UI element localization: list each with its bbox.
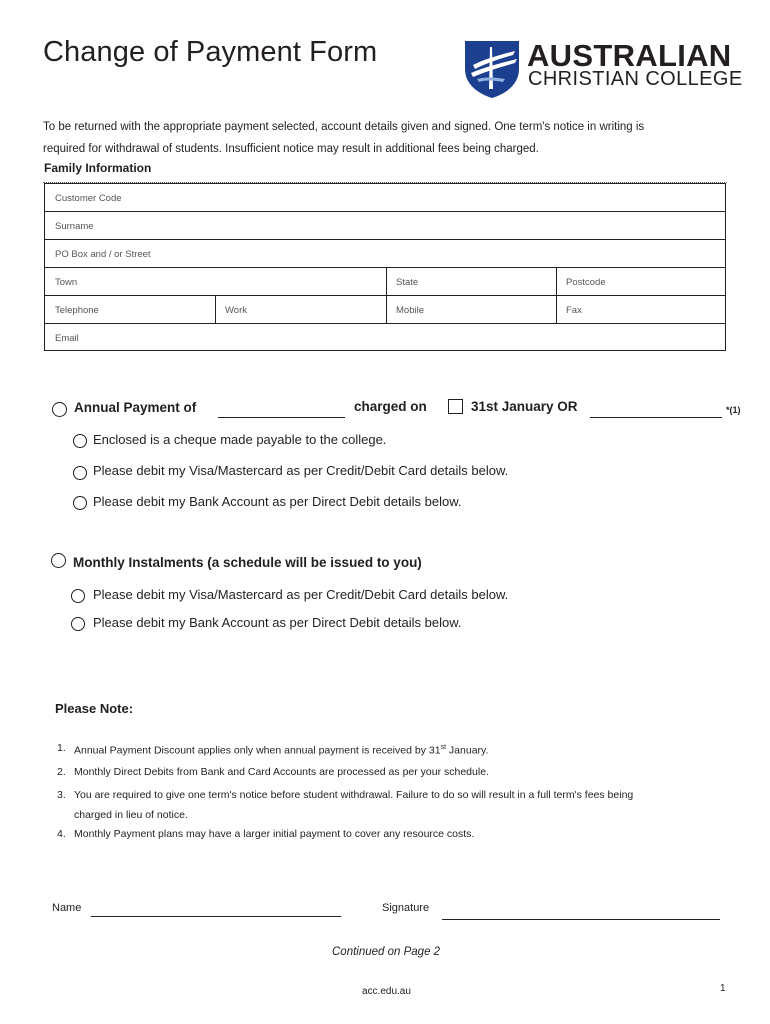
annual-payment-label: Annual Payment of — [74, 400, 197, 415]
name-label: Name — [52, 902, 82, 914]
college-shield-logo-icon — [463, 39, 521, 99]
logo-line2: CHRISTIAN COLLEGE — [528, 68, 743, 90]
please-note-heading: Please Note: — [55, 701, 134, 716]
work-field[interactable]: Work — [225, 305, 247, 316]
note-text-line: You are required to give one term's notice before student withdrawal. Failure to do so will result in a full term's fees being — [74, 789, 634, 801]
cheque-option-label: Enclosed is a cheque made payable to the college. — [93, 432, 387, 447]
intro-line-1: To be returned with the appropriate payment selected, account details given and signed. One term's notice in writing is — [43, 121, 645, 133]
note-text — [74, 785, 694, 825]
row-surname — [45, 212, 725, 240]
continued-note: Continued on Page 2 — [332, 946, 441, 958]
note-text-line: charged in lieu of notice. — [74, 809, 188, 821]
note-text: Monthly Direct Debits from Bank and Card Accounts are processed as per your schedule. — [74, 766, 489, 778]
surname-field[interactable]: Surname — [55, 221, 94, 232]
row-address — [45, 240, 725, 268]
row-town — [45, 268, 725, 296]
monthly-instalments-radio[interactable] — [51, 553, 66, 568]
annual-card-radio[interactable] — [73, 466, 87, 480]
monthly-instalments-label: Monthly Instalments (a schedule will be issued to you) — [73, 555, 422, 570]
january-checkbox[interactable] — [448, 399, 463, 414]
note-item-2 — [57, 762, 697, 782]
note-item-4 — [57, 824, 697, 844]
family-information-table — [44, 183, 726, 351]
town-field[interactable]: Town — [55, 277, 78, 288]
annual-payment-radio[interactable] — [52, 402, 67, 417]
note-text — [74, 738, 674, 761]
annual-date-line[interactable] — [590, 417, 722, 418]
family-information-heading: Family Information — [44, 161, 152, 175]
note-number: 2. — [57, 766, 66, 778]
note-text-part: Annual Payment Discount applies only when annual payment is received by 31 — [74, 744, 441, 757]
logo-line1: AUSTRALIAN — [527, 38, 732, 73]
row-customer-code — [45, 184, 725, 212]
signature-line[interactable] — [442, 919, 720, 920]
state-field[interactable]: State — [396, 277, 419, 288]
note-number: 3. — [57, 789, 66, 801]
monthly-card-option-label: Please debit my Visa/Mastercard as per Credit/Debit Card details below. — [93, 587, 509, 602]
row-email — [45, 324, 725, 352]
note-text-part: January. — [446, 744, 489, 757]
cheque-radio[interactable] — [73, 434, 87, 448]
note-text: Monthly Payment plans may have a larger initial payment to cover any resource costs. — [74, 828, 475, 840]
footnote-marker: *(1) — [726, 405, 741, 415]
intro-text — [43, 116, 693, 160]
note-number: 1. — [57, 742, 66, 754]
note-item-3 — [57, 785, 697, 825]
signature-label: Signature — [382, 902, 430, 914]
monthly-bank-option-label: Please debit my Bank Account as per Direct Debit details below. — [93, 615, 462, 630]
name-line[interactable] — [91, 916, 341, 917]
monthly-card-radio[interactable] — [71, 589, 85, 603]
address-field[interactable]: PO Box and / or Street — [55, 249, 151, 260]
page-title: Change of Payment Form — [43, 36, 378, 68]
customer-code-field[interactable]: Customer Code — [55, 193, 122, 204]
note-item-1 — [57, 738, 697, 758]
note-number: 4. — [57, 828, 66, 840]
annual-amount-line[interactable] — [218, 417, 345, 418]
annual-bank-radio[interactable] — [73, 496, 87, 510]
january-option-label: 31st January OR — [471, 399, 578, 414]
telephone-field[interactable]: Telephone — [55, 305, 99, 316]
superscript: st — [440, 744, 447, 751]
mobile-field[interactable]: Mobile — [396, 305, 424, 316]
email-field[interactable]: Email — [55, 333, 79, 344]
page-number: 1 — [720, 983, 726, 994]
charged-on-label: charged on — [354, 399, 427, 414]
annual-bank-option-label: Please debit my Bank Account as per Direct Debit details below. — [93, 494, 462, 509]
footer-website: acc.edu.au — [362, 986, 411, 997]
annual-card-option-label: Please debit my Visa/Mastercard as per Credit/Debit Card details below. — [93, 463, 509, 478]
row-phone — [45, 296, 725, 324]
monthly-bank-radio[interactable] — [71, 617, 85, 631]
intro-line-2: required for withdrawal of students. Insufficient notice may result in additional fees being charged. — [43, 143, 539, 155]
postcode-field[interactable]: Postcode — [566, 277, 606, 288]
fax-field[interactable]: Fax — [566, 305, 582, 316]
